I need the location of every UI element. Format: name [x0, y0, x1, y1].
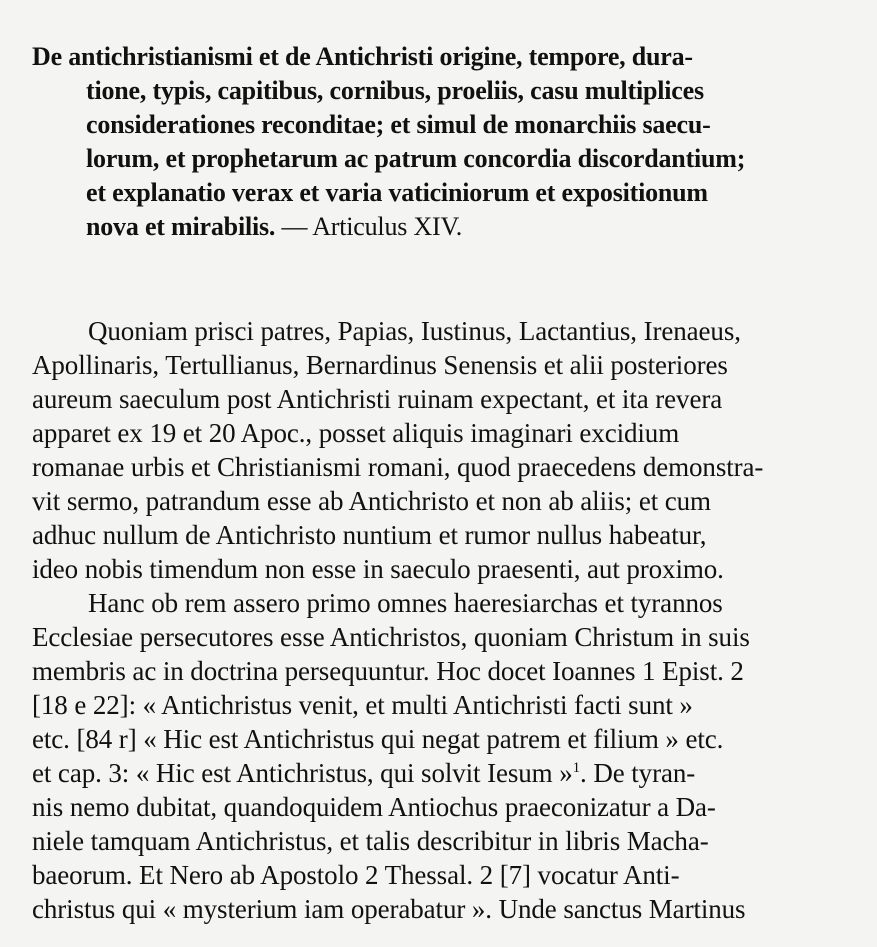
footnote-marker: 1: [572, 760, 581, 776]
body-line: [88, 318, 741, 345]
body-line: [32, 454, 763, 481]
body-line-text: vit sermo, patrandum esse ab Antichristo et non ab aliis; et cum: [32, 486, 711, 516]
body-line: [32, 420, 679, 447]
body-line-text: romanae urbis et Christianismi romani, quod praecedens demonstra-: [32, 452, 764, 482]
heading-line: [86, 78, 704, 104]
body-line: [32, 760, 695, 787]
heading-line-text: et explanatio verax et varia vaticiniorum et expositionum: [86, 178, 708, 207]
body-line-text: niele tamquam Antichristus, et talis describitur in libris Macha-: [32, 826, 709, 856]
heading-line-text: nova et mirabilis.: [86, 212, 276, 241]
body-line-text: nis nemo dubitat, quandoquidem Antiochus praeconizatur a Da-: [32, 792, 716, 822]
body-line-text: christus qui « mysterium iam operabatur ». Unde sanctus Martinus: [32, 894, 746, 924]
body-line-text: Hanc ob rem assero primo omnes haeresiarchas et tyrannos: [88, 588, 723, 618]
body-line: [32, 828, 709, 855]
body-line-text: adhuc nullum de Antichristo nuntium et rumor nullus habeatur,: [32, 520, 707, 550]
body-line-text: [18 e 22]: « Antichristus venit, et multi Antichristi facti sunt »: [32, 690, 693, 720]
body-line: [32, 862, 679, 889]
body-line: [32, 726, 723, 753]
heading-line-text: De antichristianismi et de Antichristi origine, tempore, dura-: [32, 42, 693, 71]
body-line: [32, 488, 711, 515]
body-line-text: baeorum. Et Nero ab Apostolo 2 Thessal. 2 [7] vocatur Anti-: [32, 860, 680, 890]
body-line-text: Apollinaris, Tertullianus, Bernardinus Senensis et alii posteriores: [32, 350, 728, 380]
heading-line-text: considerationes reconditae; et simul de monarchiis saecu-: [86, 110, 711, 139]
article-number: — Articulus XIV.: [275, 212, 463, 241]
heading-line: [86, 112, 711, 138]
body-line: [32, 352, 728, 379]
body-line: [32, 556, 724, 583]
body-line: [88, 590, 723, 617]
body-line-text: Ecclesiae persecutores esse Antichristos, quoniam Christum in suis: [32, 622, 750, 652]
body-line: [32, 624, 750, 651]
heading-line-text: tione, typis, capitibus, cornibus, proeliis, casu multiplices: [86, 76, 704, 105]
heading-line: [32, 44, 840, 70]
heading-line: [86, 146, 745, 172]
heading-line-text: lorum, et prophetarum ac patrum concordia discordantium;: [86, 144, 746, 173]
body-line: [32, 794, 716, 821]
body-line-text: ideo nobis timendum non esse in saeculo praesenti, aut proximo.: [32, 554, 724, 584]
body-line: [32, 896, 745, 923]
body-line-text: et cap. 3: « Hic est Antichristus, qui solvit Iesum »: [32, 758, 573, 788]
body-line-text: Quoniam prisci patres, Papias, Iustinus, Lactantius, Irenaeus,: [88, 316, 741, 346]
body-line: [32, 522, 706, 549]
heading-line: [86, 214, 462, 240]
body-line-text: . De tyran-: [580, 758, 696, 788]
body-line-text: etc. [84 r] « Hic est Antichristus qui negat patrem et filium » etc.: [32, 724, 724, 754]
body-line-text: aureum saeculum post Antichristi ruinam expectant, et ita revera: [32, 384, 723, 414]
body-line-text: apparet ex 19 et 20 Apoc., posset aliquis imaginari excidium: [32, 418, 680, 448]
body-line: [32, 692, 693, 719]
heading-line: [86, 180, 708, 206]
body-line: [32, 386, 722, 413]
body-line: [32, 658, 744, 685]
body-line-text: membris ac in doctrina persequuntur. Hoc docet Ioannes 1 Epist. 2: [32, 656, 744, 686]
